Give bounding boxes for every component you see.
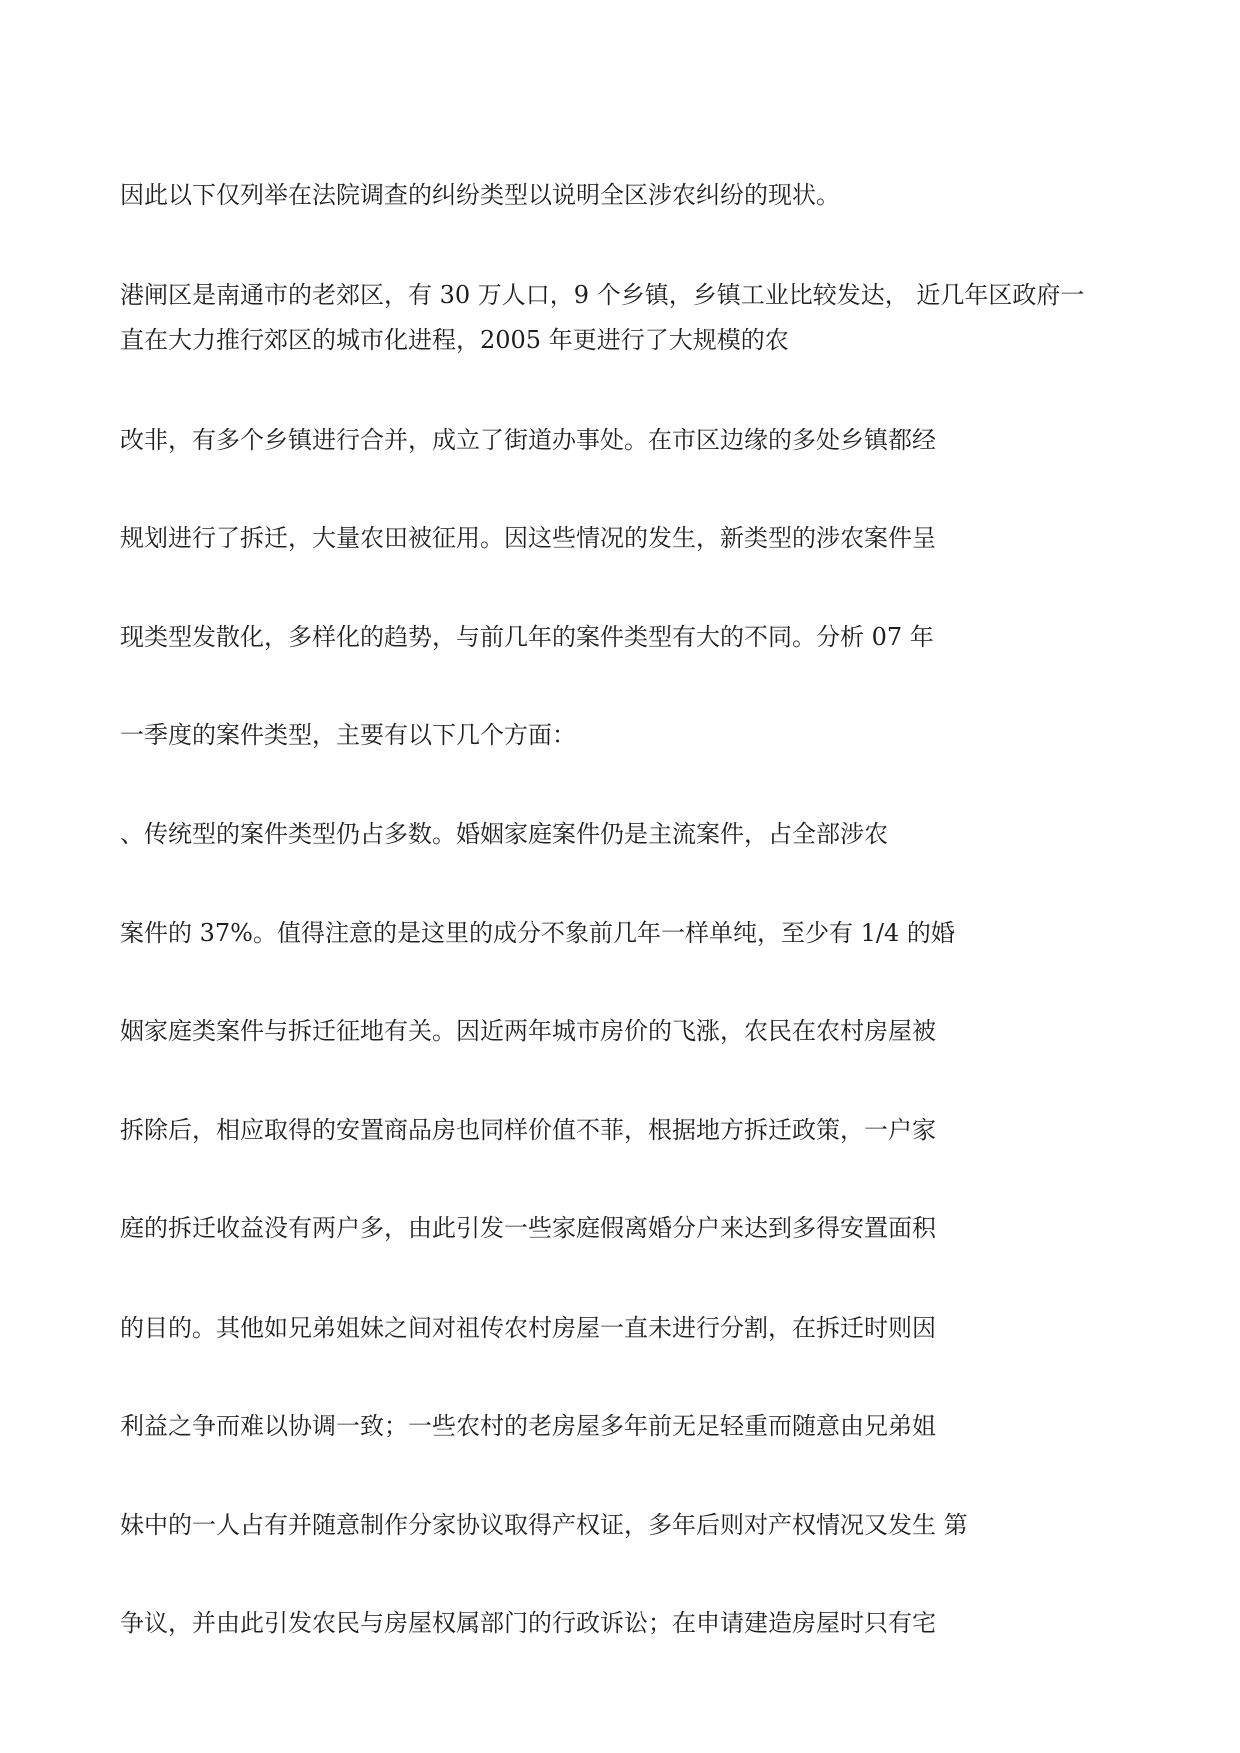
text-line: 争议，并由此引发农民与房屋权属部门的行政诉讼；在申请建造房屋时只有宅 — [120, 1609, 936, 1637]
text-line: 的目的。其他如兄弟姐妹之间对祖传农村房屋一直未进行分割，在拆迁时则因 — [120, 1314, 936, 1342]
text-line: 姻家庭类案件与拆迁征地有关。因近两年城市房价的飞涨，农民在农村房屋被 — [120, 1017, 936, 1045]
text-line: 一季度的案件类型，主要有以下几个方面： — [120, 721, 576, 749]
text-line: 、传统型的案件类型仍占多数。婚姻家庭案件仍是主流案件，占全部涉农 — [120, 820, 888, 848]
text-line: 妹中的一人占有并随意制作分家协议取得产权证，多年后则对产权情况又发生 第 — [120, 1511, 968, 1539]
text-line: 利益之争而难以协调一致；一些农村的老房屋多年前无足轻重而随意由兄弟姐 — [120, 1412, 936, 1440]
text-line: 规划进行了拆迁，大量农田被征用。因这些情况的发生，新类型的涉农案件呈 — [120, 524, 936, 552]
text-line: 案件的 37%。值得注意的是这里的成分不象前几年一样单纯，至少有 1/4 的婚 — [120, 919, 955, 947]
text-line: 因此以下仅列举在法院调查的纠纷类型以说明全区涉农纠纷的现状。 — [120, 181, 840, 209]
text-line: 拆除后，相应取得的安置商品房也同样价值不菲，根据地方拆迁政策，一户家 — [120, 1116, 936, 1144]
text-line: 直在大力推行郊区的城市化进程，2005 年更进行了大规模的农 — [120, 326, 789, 354]
text-line: 现类型发散化，多样化的趋势，与前几年的案件类型有大的不同。分析 07 年 — [120, 623, 934, 651]
text-line: 改非，有多个乡镇进行合并，成立了街道办事处。在市区边缘的多处乡镇都经 — [120, 426, 936, 454]
text-line: 港闸区是南通市的老郊区，有 30 万人口，9 个乡镇，乡镇工业比较发达， 近几年区政府一 — [120, 281, 1085, 309]
text-line: 庭的拆迁收益没有两户多，由此引发一些家庭假离婚分户来达到多得安置面积 — [120, 1214, 936, 1242]
